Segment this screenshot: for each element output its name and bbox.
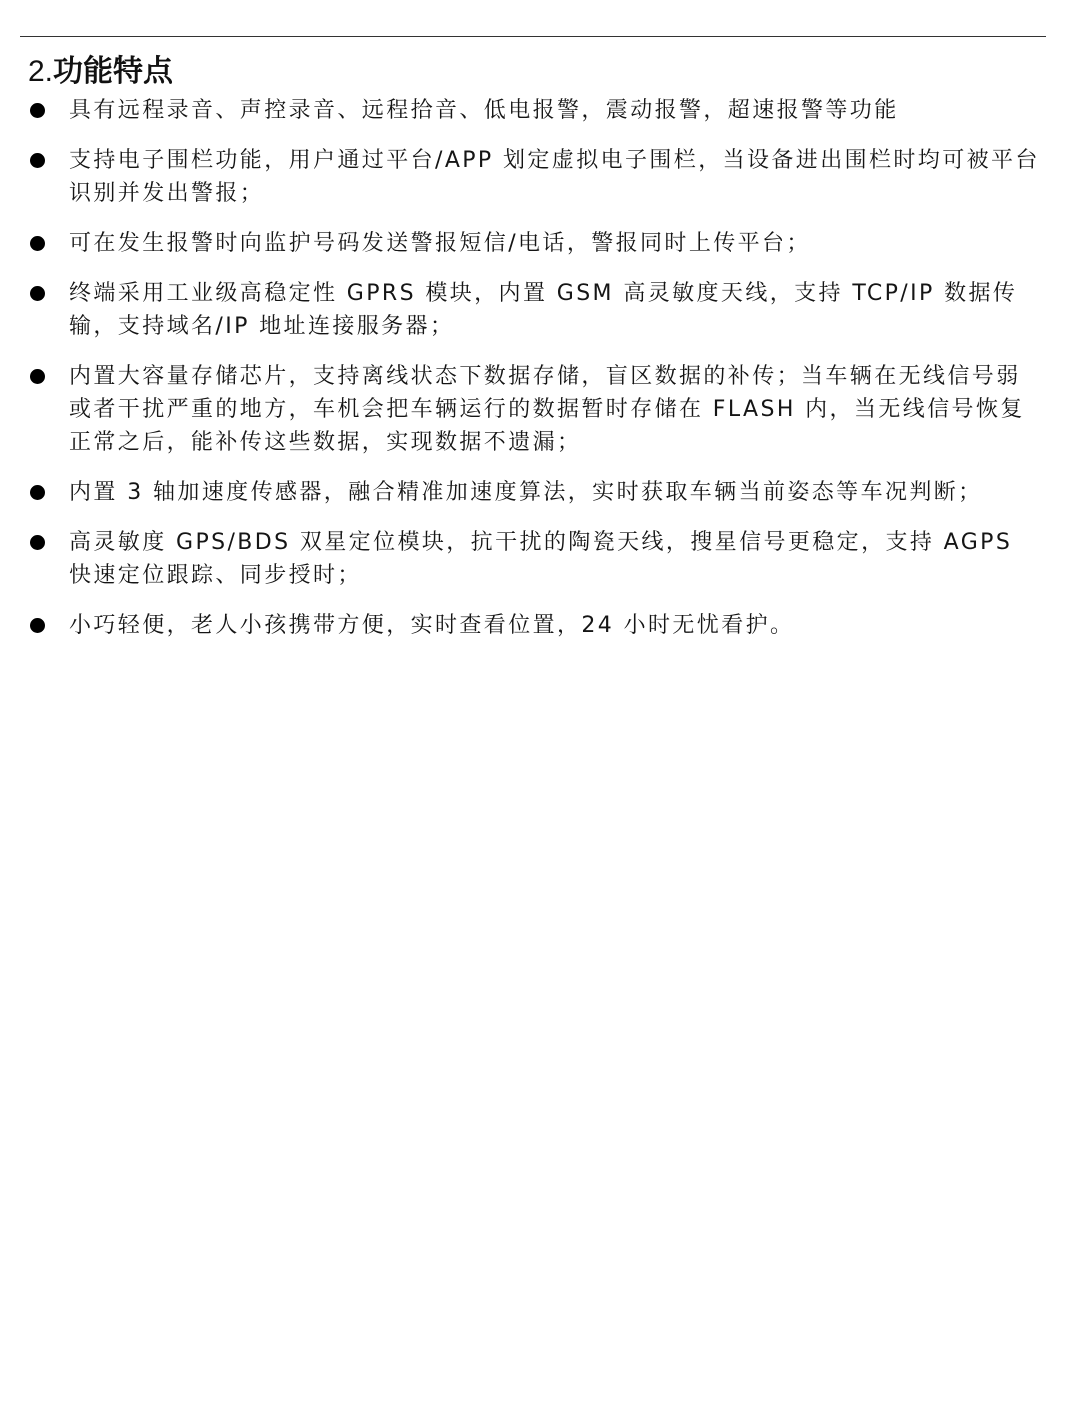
bullet-icon [30, 236, 45, 251]
bullet-icon [30, 485, 45, 500]
section-heading [28, 52, 173, 92]
feature-text: 高灵敏度 GPS/BDS 双星定位模块，抗干扰的陶瓷天线，搜星信号更稳定，支持 AGPS 快速定位跟踪、同步授时； [69, 530, 1013, 588]
feature-text: 内置 3 轴加速度传感器，融合精准加速度算法，实时获取车辆当前姿态等车况判断； [69, 480, 983, 505]
feature-text: 终端采用工业级高稳定性 GPRS 模块，内置 GSM 高灵敏度天线，支持 TCP/IP 数据传输，支持域名/IP 地址连接服务器； [69, 281, 1018, 339]
bullet-icon [30, 103, 45, 118]
list-item [30, 476, 1040, 509]
feature-list [30, 94, 1040, 659]
section-title: 功能特点 [53, 54, 174, 89]
list-item [30, 360, 1040, 459]
bullet-icon [30, 153, 45, 168]
list-item [30, 227, 1040, 260]
bullet-icon [30, 369, 45, 384]
section-number: 2. [28, 55, 54, 88]
feature-text: 小巧轻便，老人小孩携带方便，实时查看位置，24 小时无忧看护。 [69, 613, 795, 638]
list-item [30, 144, 1040, 210]
list-item [30, 277, 1040, 343]
feature-text: 具有远程录音、声控录音、远程拾音、低电报警，震动报警，超速报警等功能 [69, 98, 899, 123]
list-item [30, 94, 1040, 127]
bullet-icon [30, 535, 45, 550]
feature-text: 支持电子围栏功能，用户通过平台/APP 划定虚拟电子围栏，当设备进出围栏时均可被平台识别并发出警报； [69, 148, 1040, 206]
feature-text: 内置大容量存储芯片，支持离线状态下数据存储，盲区数据的补传；当车辆在无线信号弱或者干扰严重的地方，车机会把车辆运行的数据暂时存储在 FLASH 内，当无线信号恢复正常之后，能补传这些数据，实现数据不遗漏； [69, 364, 1025, 455]
feature-text: 可在发生报警时向监护号码发送警报短信/电话，警报同时上传平台； [69, 231, 811, 256]
header-divider [20, 36, 1046, 37]
list-item [30, 609, 1040, 642]
bullet-icon [30, 618, 45, 633]
list-item [30, 526, 1040, 592]
bullet-icon [30, 286, 45, 301]
